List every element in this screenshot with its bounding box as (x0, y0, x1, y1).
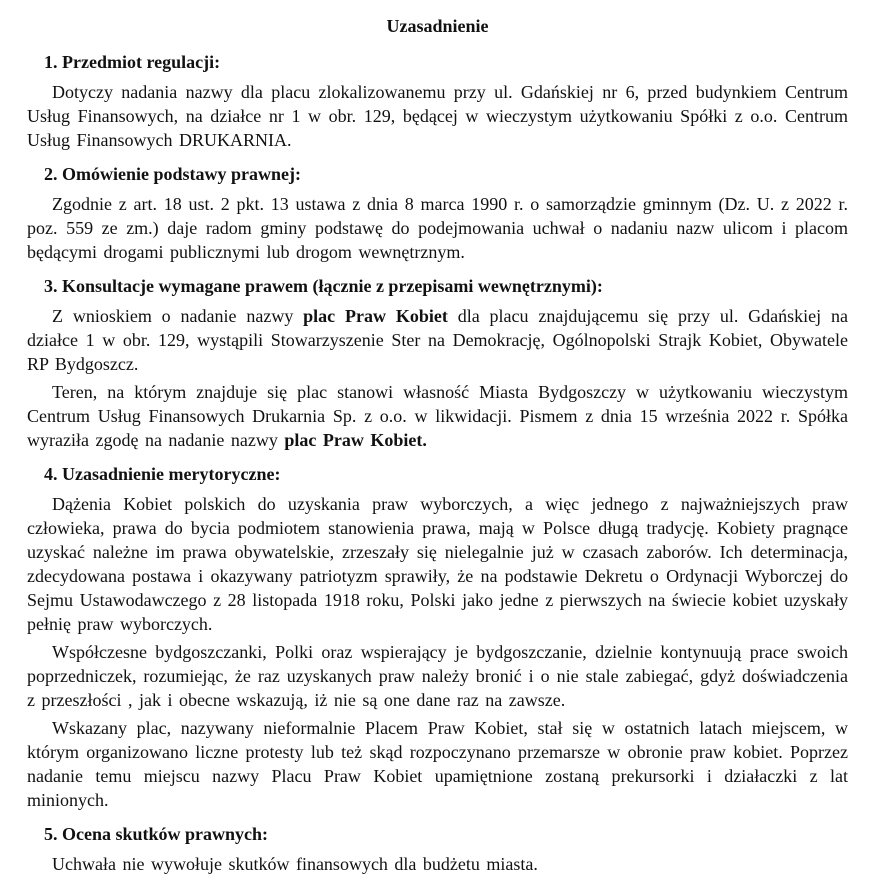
text-run: Teren, na którym znajduje się plac stanowi własność Miasta Bydgoszczy w użytkowaniu wieczystym Centrum Usług Finansowych Drukarnia Sp. z o.o. w likwidacji. Pismem z dnia 15 września 2022 r. Spółka wyraziła zgodę na nadanie nazwy (27, 382, 848, 450)
paragraph (27, 380, 848, 452)
bold-text-run: plac Praw Kobiet. (284, 430, 427, 450)
document-title: Uzasadnienie (386, 16, 489, 36)
text-run: dla placu znajdującemu się przy ul. Gdańskiej na działce 1 w obr. 129, wystąpili Stowarzyszenie Ster na Demokrację, Ogólnopolski Strajk Kobiet, Obywatele RP Bydgoszcz. (27, 306, 849, 374)
text-run: Z wnioskiem o nadanie nazwy (52, 306, 304, 326)
paragraph: Wskazany plac, nazywany nieformalnie Placem Praw Kobiet, stał się w ostatnich latach miejscem, w którym organizowano liczne protesty lub też skąd rozpoczynano przemarsze w obronie praw kobiet. Poprzez nadanie temu miejscu nazwy Placu Praw Kobiet upamiętnione zostaną prekursorki i działaczki z lat minionych. (27, 718, 848, 810)
paragraph: Dążenia Kobiet polskich do uzyskania praw wyborczych, a więc jednego z najważniejszych praw człowieka, prawa do bycia podmiotem stanowienia prawa, mają w Polsce długą tradycję. Kobiety pragnące uzyskać należne im prawa obywatelskie, zrzeszały się nielegalnie już w czasach zaborów. Ich determinacja, zdecydowana postawa i okazywany patriotyzm sprawiły, że na podstawie Dekretu o Ordynacji Wyborczej do Sejmu Ustawodawczego z 28 listopada 1918 roku, Polski jako jedne z pierwszych na świecie kobiet uzyskały pełnię praw wyborczych. (27, 494, 848, 634)
section-heading-przedmiot-regulacji: 1. Przedmiot regulacji: (44, 52, 221, 72)
section-heading-konsultacje: 3. Konsultacje wymagane prawem (łącznie z przepisami wewnętrznymi): (44, 276, 603, 296)
section-heading-podstawa-prawna: 2. Omówienie podstawy prawnej: (44, 164, 301, 184)
paragraph (27, 304, 848, 376)
paragraph: Współczesne bydgoszczanki, Polki oraz wspierający je bydgoszczanie, dzielnie kontynuują prace swoich poprzedniczek, rozumiejąc, że raz uzyskanych praw należy bronić i o nie stale zabiegać, gdyż doświadczenia z przeszłości , jak i obecne wskazują, iż nie są one dane raz na zawsze. (27, 642, 848, 710)
paragraph: Dotyczy nadania nazwy dla placu zlokalizowanemu przy ul. Gdańskiej nr 6, przed budynkiem Centrum Usług Finansowych, na działce nr 1 w obr. 129, będącej w wieczystym użytkowaniu Spółki z o.o. Centrum Usług Finansowych DRUKARNIA. (27, 82, 848, 150)
section-heading-uzasadnienie-merytoryczne: 4. Uzasadnienie merytoryczne: (44, 464, 281, 484)
paragraph: Zgodnie z art. 18 ust. 2 pkt. 13 ustawa z dnia 8 marca 1990 r. o samorządzie gminnym (Dz. U. z 2022 r. poz. 559 ze zm.) daje radom gminy podstawę do podejmowania uchwał o nadaniu nazw ulicom i placom będącymi drogami publicznymi lub drogom wewnętrznym. (27, 194, 848, 262)
section-heading-ocena-skutkow: 5. Ocena skutków prawnych: (44, 824, 269, 844)
bold-text-run: plac Praw Kobiet (303, 306, 448, 326)
paragraph: Uchwała nie wywołuje skutków finansowych dla budżetu miasta. (52, 854, 538, 874)
